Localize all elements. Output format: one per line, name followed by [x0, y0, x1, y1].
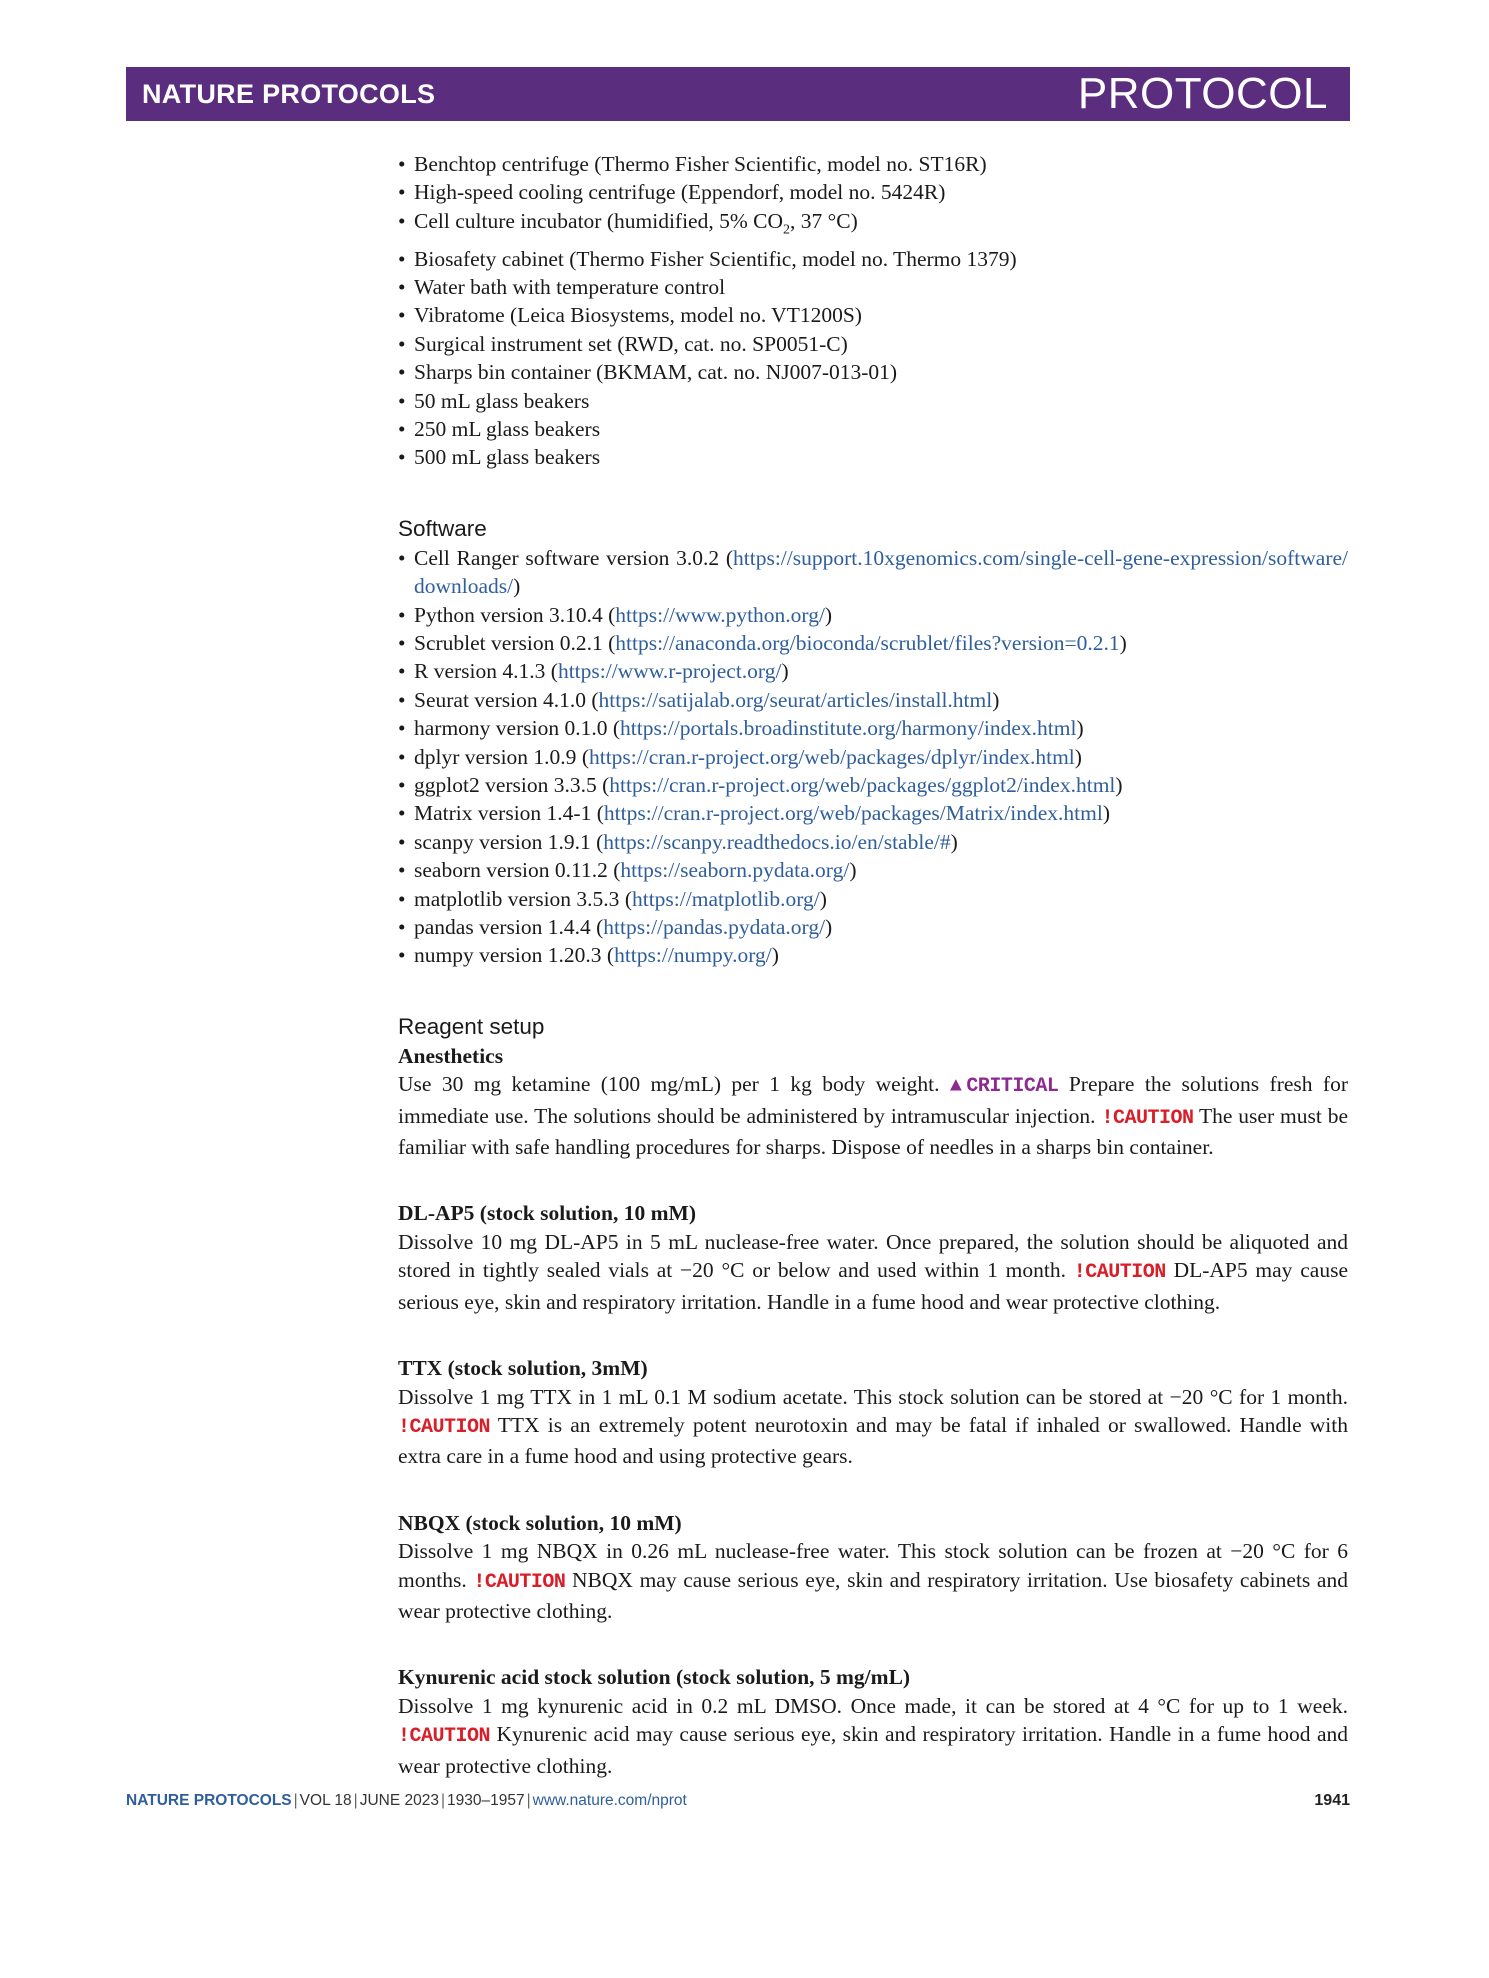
anesthetics-text: Use 30 mg ketamine (100 mg/mL) per 1 kg body weight. ▲CRITICAL Prepare the solutions fresh for immediate use. The solutions should be administered by intramuscular injection. !CAUTION The user must be familiar with safe handling procedures for sharps. Dispose of needles in a sharps bin container. — [398, 1072, 1349, 1160]
software-item: • Scrublet version 0.2.1 (https://anaconda.org/bioconda/scrublet/files?version=0.2.1) — [398, 629, 1348, 657]
list-item: • Vibratome (Leica Biosystems, model no. VT1200S) — [398, 301, 1348, 329]
page-header — [126, 67, 1350, 121]
kynurenic-heading: Kynurenic acid stock solution (stock solution, 5 mg/mL) — [398, 1665, 911, 1690]
software-url-link[interactable]: https://support.10xgenomics.com/single-cell-gene-expression/software/downloads/ — [414, 545, 1348, 599]
caution-flag: !CAUTION — [473, 1570, 566, 1594]
software-item: • Cell Ranger software version 3.0.2 (https://support.10xgenomics.com/single-cell-gene-expression/software/downloads/) — [398, 544, 1348, 601]
footer-journal: NATURE PROTOCOLS — [126, 1792, 292, 1809]
software-url-link[interactable]: https://cran.r-project.org/web/packages/ggplot2/index.html — [609, 773, 1116, 798]
kynurenic-text: Dissolve 1 mg kynurenic acid in 0.2 mL DMSO. Once made, it can be stored at 4 °C for up to 1 week. !CAUTION Kynurenic acid may cause serious eye, skin and respiratory irritation. Handle in a fume hood and wear protective clothing. — [398, 1693, 1348, 1778]
list-item: • Surgical instrument set (RWD, cat. no. SP0051-C) — [398, 330, 1348, 358]
software-item: • dplyr version 1.0.9 (https://cran.r-project.org/web/packages/dplyr/index.html) — [398, 743, 1348, 771]
journal-name: NATURE PROTOCOLS — [142, 79, 436, 109]
list-item: • 250 mL glass beakers — [398, 415, 1348, 443]
equipment-list — [398, 150, 1348, 472]
software-item: • numpy version 1.20.3 (https://numpy.org/) — [398, 941, 1348, 969]
software-list — [398, 544, 1348, 970]
software-url-link[interactable]: https://matplotlib.org/ — [631, 886, 820, 911]
software-item: • Python version 3.10.4 (https://www.python.org/) — [398, 601, 1348, 629]
software-url-link[interactable]: https://www.python.org/ — [615, 602, 825, 627]
footer-date: JUNE 2023 — [359, 1792, 439, 1809]
list-item: • High-speed cooling centrifuge (Eppendorf, model no. 5424R) — [398, 178, 1348, 206]
software-item: • harmony version 0.1.0 (https://portals.broadinstitute.org/harmony/index.html) — [398, 714, 1348, 742]
software-item: • Seurat version 4.1.0 (https://satijalab.org/seurat/articles/install.html) — [398, 686, 1348, 714]
software-item: • Matrix version 1.4-1 (https://cran.r-project.org/web/packages/Matrix/index.html) — [398, 799, 1348, 827]
list-item: • Water bath with temperature control — [398, 273, 1348, 301]
dlap5-text: Dissolve 10 mg DL-AP5 in 5 mL nuclease-free water. Once prepared, the solution should be aliquoted and stored in tightly sealed vials at −20 °C or below and used within 1 month. !CAUTION DL-AP5 may cause serious eye, skin and respiratory irritation. Handle in a fume hood and wear protective clothing. — [398, 1229, 1348, 1314]
page-content — [398, 150, 1348, 1780]
list-item: • Biosafety cabinet (Thermo Fisher Scientific, model no. Thermo 1379) — [398, 245, 1348, 273]
caution-flag: !CAUTION — [1073, 1261, 1166, 1285]
software-url-link[interactable]: https://numpy.org/ — [614, 943, 772, 968]
list-item: • Sharps bin container (BKMAM, cat. no. NJ007-013-01) — [398, 358, 1348, 386]
reagent-setup-heading: Reagent setup — [398, 1013, 545, 1039]
software-url-link[interactable]: https://www.r-project.org/ — [557, 659, 782, 684]
footer-url-link[interactable]: www.nature.com/nprot — [532, 1792, 687, 1809]
dlap5-heading: DL-AP5 (stock solution, 10 mM) — [398, 1201, 696, 1226]
footer-pages: 1930–1957 — [447, 1792, 525, 1809]
software-url-link[interactable]: https://seaborn.pydata.org/ — [620, 858, 850, 883]
software-url-link[interactable]: https://portals.broadinstitute.org/harmony/index.html — [620, 716, 1077, 741]
software-item: • scanpy version 1.9.1 (https://scanpy.readthedocs.io/en/stable/#) — [398, 828, 1348, 856]
software-url-link[interactable]: https://anaconda.org/bioconda/scrublet/files?version=0.2.1 — [615, 630, 1120, 655]
caution-flag: !CAUTION — [1101, 1106, 1194, 1130]
list-item: • 50 mL glass beakers — [398, 387, 1348, 415]
nbqx-text: Dissolve 1 mg NBQX in 0.26 mL nuclease-free water. This stock solution can be frozen at −20 °C for 6 months. !CAUTION NBQX may cause serious eye, skin and respiratory irritation. Use biosafety cabinets and wear protective clothing. — [398, 1539, 1348, 1623]
software-item: • seaborn version 0.11.2 (https://seaborn.pydata.org/) — [398, 856, 1348, 884]
article-type: PROTOCOL — [1077, 69, 1328, 118]
software-url-link[interactable]: https://cran.r-project.org/web/packages/Matrix/index.html — [603, 801, 1103, 826]
software-url-link[interactable]: https://pandas.pydata.org/ — [603, 915, 826, 940]
software-item: • R version 4.1.3 (https://www.r-project.org/) — [398, 657, 1348, 685]
footer-volume: VOL 18 — [299, 1792, 352, 1809]
page-footer: NATURE PROTOCOLS | VOL 18 | JUNE 2023 | 1930–1957 | www.nature.com/nprot 1941 — [126, 1792, 1350, 1809]
software-heading: Software — [398, 515, 487, 541]
list-item: • 500 mL glass beakers — [398, 443, 1348, 471]
ttx-heading: TTX (stock solution, 3mM) — [398, 1356, 648, 1381]
anesthetics-heading: Anesthetics — [398, 1043, 504, 1068]
software-url-link[interactable]: https://cran.r-project.org/web/packages/dplyr/index.html — [588, 744, 1075, 769]
caution-flag: !CAUTION — [398, 1415, 491, 1439]
critical-flag: ▲CRITICAL — [949, 1075, 1059, 1099]
caution-flag: !CAUTION — [398, 1725, 491, 1749]
ttx-text: Dissolve 1 mg TTX in 1 mL 0.1 M sodium acetate. This stock solution can be stored at −20 °C for 1 month. !CAUTION TTX is an extremely potent neurotoxin and may be fatal if inhaled or swallowed. Handle with extra care in a fume hood and using protective gears. — [398, 1384, 1348, 1469]
software-url-link[interactable]: https://satijalab.org/seurat/articles/install.html — [598, 687, 993, 712]
list-item: • Benchtop centrifuge (Thermo Fisher Scientific, model no. ST16R) — [398, 150, 1348, 178]
nbqx-heading: NBQX (stock solution, 10 mM) — [398, 1510, 682, 1535]
software-item: • matplotlib version 3.5.3 (https://matplotlib.org/) — [398, 885, 1348, 913]
page-number: 1941 — [1314, 1792, 1350, 1809]
software-item: • pandas version 1.4.4 (https://pandas.pydata.org/) — [398, 913, 1348, 941]
software-url-link[interactable]: https://scanpy.readthedocs.io/en/stable/# — [603, 829, 951, 854]
list-item: • Cell culture incubator (humidified, 5% $CO_2$, 37 °C) — [398, 207, 1348, 245]
software-item: • ggplot2 version 3.3.5 (https://cran.r-project.org/web/packages/ggplot2/index.html) — [398, 771, 1348, 799]
